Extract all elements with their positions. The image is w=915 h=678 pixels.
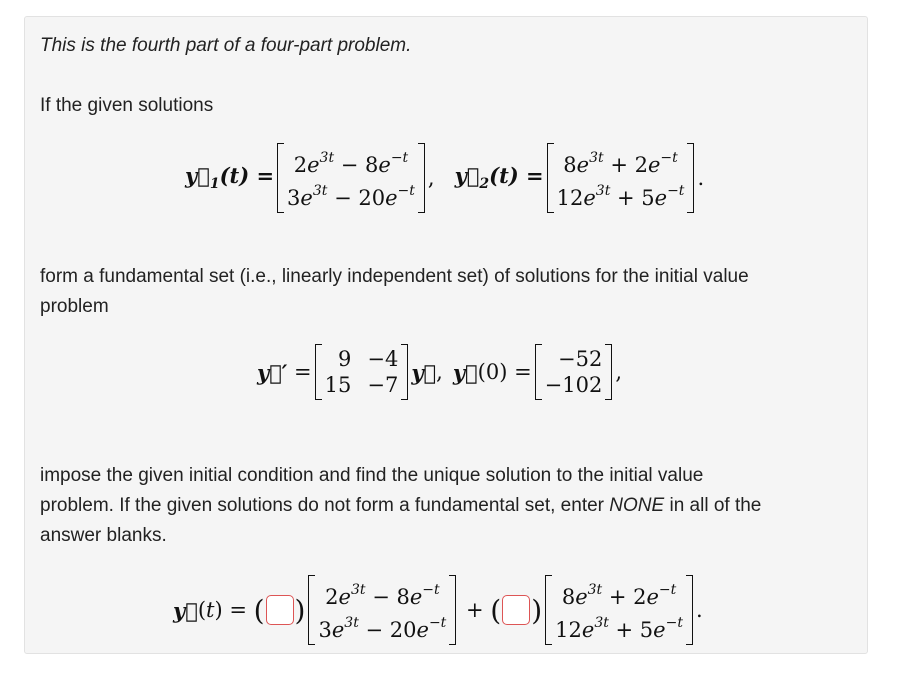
y2-label: $y⃗_2(t)$ =	[454, 163, 544, 193]
problem-card	[24, 16, 868, 654]
ivp-equation: y⃗′ = 9 −4 15 −7 y⃗ , y⃗ (0) = −52 −102 ,	[257, 344, 622, 400]
instructions-text-1: impose the given initial condition and find the unique solution to the initial value	[40, 465, 704, 486]
intro-text: This is the fourth part of a four-part problem.	[40, 35, 412, 56]
given-solutions-equation: $y⃗_1(t)$ = $2e^{3t} - 8e^{-t}$ $3e^{3t} - 20e^{-t}$ , $y⃗_2(t)$ = $8e^{3t} + 2e^{-t}$ $12e^{3t} + 5e^{-t}$ .	[185, 143, 704, 213]
y-label: y⃗	[173, 597, 198, 623]
c2-answer-input[interactable]	[502, 595, 530, 625]
matrix-entry: 15	[324, 373, 352, 397]
instructions-text-3: answer blanks.	[40, 525, 167, 546]
initial-condition-vector	[535, 344, 613, 400]
y1-vector-answer: $2e^{3t} - 8e^{-t}$ $3e^{3t} - 20e^{-t}$	[308, 575, 456, 645]
ic-entry: −102	[544, 373, 603, 397]
y1-label: $y⃗_1(t)$ =	[185, 163, 275, 193]
y2-vector-answer: $8e^{3t} + 2e^{-t}$ $12e^{3t} + 5e^{-t}$	[545, 575, 693, 645]
instructions-text-2: problem. If the given solutions do not form a fundamental set, enter NONE in all of the	[40, 495, 762, 516]
y2-vector: $8e^{3t} + 2e^{-t}$ $12e^{3t} + 5e^{-t}$	[547, 143, 695, 213]
fundamental-text-2: problem	[40, 296, 109, 317]
fundamental-text-1: form a fundamental set (i.e., linearly independent set) of solutions for the initial value	[40, 266, 749, 287]
y1-vector: $2e^{3t} - 8e^{-t}$ $3e^{3t} - 20e^{-t}$	[277, 143, 425, 213]
answer-equation: y⃗ (t) = ( ) $2e^{3t} - 8e^{-t}$ $3e^{3t} - 20e^{-t}$ + ( ) $8e^{3t} + 2e^{-t}$ $12e^{3t} + 5e^{-t}$ .	[173, 575, 703, 645]
ic-entry: −52	[558, 347, 603, 371]
matrix-entry: −7	[367, 373, 399, 397]
y-prime-label: y⃗′	[257, 359, 288, 385]
given-solutions-text: If the given solutions	[40, 95, 214, 116]
c1-answer-input[interactable]	[266, 595, 294, 625]
matrix-entry: −4	[367, 347, 399, 371]
matrix-entry: 9	[337, 347, 352, 371]
coefficient-matrix	[315, 344, 409, 400]
